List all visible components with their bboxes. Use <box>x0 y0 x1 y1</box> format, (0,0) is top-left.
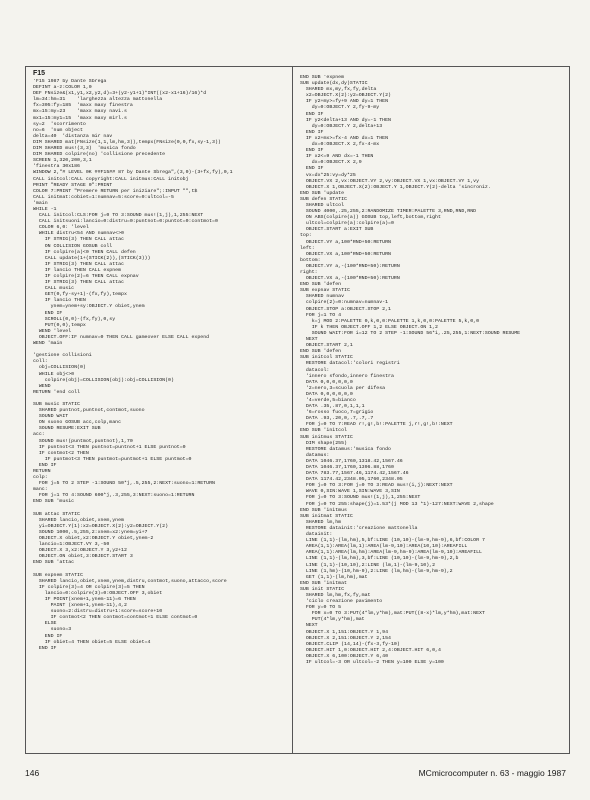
code-line: PRINT "READY STAGE 0":PRINT <box>33 182 113 188</box>
code-line: IF colpire(3)=4 OR colpire(3)=5 THEN <box>33 584 145 590</box>
code-line: SCROLL(0,0)-(fx,fy),0,sy <box>33 316 116 322</box>
code-line: delta=40 'distanza mir nav <box>33 133 113 139</box>
code-line: DATA 783.77,1567.46,1174.42,1567.46 <box>300 471 409 477</box>
code-line: END IF <box>33 645 57 651</box>
code-line: colpire(obj)=COLLISION(obj):obj=COLLISION(0) <box>33 377 174 383</box>
code-line: PAINT (xnem+1,ynem-11),4,2 <box>33 603 127 609</box>
code-line: WINDOW 2,"# LEVEL 0K ##F15## 87 by Dante Sbrega",(3,0)-(3+fx,fy),0,1 <box>33 170 233 176</box>
code-line: CALL initcol:CALL copyright:CALL initmus:CALL initobj <box>33 176 189 182</box>
code-line: DATA 1174.42,2348.05,1760,2348.05 <box>300 477 403 483</box>
publication-credit: MCmicrocomputer n. 63 - maggio 1987 <box>418 768 566 778</box>
code-line: IF STRIG(3) THEN CALL attac <box>33 237 124 243</box>
code-line: DIM SHARED colpire(no) 'collisione precedente <box>33 152 166 158</box>
code-line: right: <box>300 270 318 275</box>
code-line: CALL update(1+(STICK(2)),(STICK(3))) <box>33 255 151 261</box>
code-line: '6=rosso fuoco,7=grigio <box>300 410 374 416</box>
code-line: LINE (1,1)-(lm,hm),5,bf:LINE (10,10)-(lm-9,hm-9),6,bf:COLOR 7 <box>300 538 485 544</box>
code-line: IF STRIG(3) THEN CALL attac <box>33 261 124 267</box>
code-line: SHARED puntnot,puntnot,contmot,suono <box>33 408 145 414</box>
code-line: END IF <box>300 129 324 135</box>
code-line: NEXT <box>300 623 318 629</box>
code-line: OBJECT.X 1,OBJECT.X(2):OBJECT.Y 1,OBJECT.Y(2)-delta 'sincroniz. <box>300 184 491 190</box>
code-line: AREA(1,1):AREA(lm,1):AREA(lm-9,10):AREA(10,10):AREAFILL <box>300 544 468 550</box>
code-line: SOUND RESUME:EXIT SUB <box>33 426 101 432</box>
code-line: datamus: <box>300 452 330 458</box>
code-line: DEFINT a-z:COLOR 1,0 <box>33 85 92 91</box>
code-line: CALL initcol:CLS:FOR j=0 TO 3:SOUND mus!(1,j),1,255:NEXT <box>33 213 204 219</box>
code-line: COLOR 7:PRINT "Premere RETURN per iniziare";:INPUT "",t$ <box>33 188 198 194</box>
code-line: x2=OBJECT.X(2):y2=OBJECT.Y(2) <box>300 93 391 99</box>
code-line: OBJECT.VX a,100*RND+50:RETURN <box>300 251 391 257</box>
code-line: OBJECT.CLIP (14,14)-(fx-3,fy-10) <box>300 641 400 647</box>
code-line: IF colpire(a)<0 THEN CALL defen <box>33 249 136 255</box>
code-line: ON suono GOSUB acc,colp,manc <box>33 420 122 426</box>
code-column-left <box>33 79 287 749</box>
code-line: IF puntnot<3 THEN puntnot=puntnot+1 ELSE puntnot=0 <box>33 444 186 450</box>
code-line: SUB initcol STATIC <box>300 355 353 361</box>
code-line: IF ultcol=-3 OR ultcol=-2 THEN y=100 ELSE y=100 <box>300 660 444 665</box>
code-line: obj=COLLISION(0) <box>33 365 86 371</box>
code-line: SHARED lm,hm <box>300 519 342 525</box>
code-line: 'main <box>33 200 48 206</box>
code-line: '2=nero,3=scuola per difesa <box>300 385 386 391</box>
code-line: acc: <box>33 432 45 438</box>
code-line: SUB music STATIC <box>33 401 80 407</box>
code-line: WHILE distru<54 AND numnav<>0 <box>33 231 124 237</box>
code-line: lm=34:hm=31 'larghezza altezza mattonella <box>33 97 163 103</box>
code-line: SUB expnem STATIC <box>33 572 83 578</box>
code-line: IF y2<delta+13 AND dy=-1 THEN <box>300 117 391 123</box>
code-line: IF contmot<2 THEN <box>33 450 89 456</box>
code-line: dx=0:OBJECT.X 2,9 <box>300 160 362 166</box>
code-line: 'ciclo creazione pavimento <box>300 599 383 605</box>
code-line: AREA(1,1):AREA(lm,hm):AREA(lm-9,hm-9):AREA(lm-9,10):AREAFILL <box>300 550 482 556</box>
code-line: DIM SHARED mat(FNsize(1,1,lm,hm,3)),tempx(FNsize(0,0,fx,sy-1,3)) <box>33 139 221 145</box>
code-line: ON COLLISION GOSUB coll <box>33 243 113 249</box>
code-line: DATA .93,.20,0,.7,.7,.7 <box>300 416 374 422</box>
code-line: IF puntmot<3 THEN puntmot=puntmot+1 ELSE puntmot=0 <box>33 456 192 462</box>
code-line: FOR j=1 TO 4:SOUND 600*j,.3,255,3:NEXT:suono=1:RETURN <box>33 493 195 499</box>
code-line: suono=2:distru=distru+1:score=score+10 <box>33 609 163 615</box>
code-line: SHARED lancio,obiet,xnem,ynem,distru,contmot,suono,attacco,score <box>33 578 227 584</box>
code-line: FOR j=0 TO 255:shape(j)=1.53*(j MOD 13 *1)-127:NEXT:WAVE 2,shape <box>300 501 494 507</box>
code-line: DATA 1046.37,1760,1318.42,1567.46 <box>300 458 403 464</box>
code-line: dy=0:OBJECT.Y 2,fy-9-my <box>300 105 380 111</box>
code-line: dx=0:OBJECT.X 2,fx-4-mx <box>300 142 380 148</box>
code-line: IF lancio THEN CALL expnem <box>33 267 122 273</box>
code-line: SUB defen STATIC <box>300 196 347 202</box>
code-line: DATA 0,0,0,0,0,0 <box>300 379 353 385</box>
code-line: END IF <box>33 310 63 316</box>
code-line: manc: <box>33 487 48 493</box>
code-line: SUB attac STATIC <box>33 511 80 517</box>
code-line: LINE (1,hm)-(10,hm-9),2:LINE (lm,hm)-(lm-9,hm-9),2 <box>300 568 453 574</box>
code-line: SHARED ultcol <box>300 202 345 208</box>
code-line: OBJECT.VX 2,vx:OBJECT.VY 2,vy:OBJECT.VX 1,vx:OBJECT.VY 1,vy <box>300 178 480 184</box>
code-line: FOR y=0 TO 5 <box>300 605 342 611</box>
code-line: SUB initmus STATIC <box>300 434 353 440</box>
code-line: END SUB 'initmus <box>300 507 347 513</box>
code-line: DIM shape(255) <box>300 440 347 446</box>
code-line: RESTORE datacol:'colori registri <box>300 361 400 367</box>
code-line: END SUB 'attac <box>33 560 75 566</box>
code-line: END SUB 'initcol <box>300 428 347 434</box>
code-line: SHARED mx,my,fx,fy,delta <box>300 87 377 93</box>
code-line: datacol: <box>300 367 330 373</box>
code-line: IF x2<=9 AND dx=-1 THEN <box>300 154 374 160</box>
code-line: OBJECT.HIT 1,0:OBJECT.HIT 2,4:OBJECT.HIT 6,0,4 <box>300 647 441 653</box>
code-line: SOUND WAIT <box>33 414 69 420</box>
code-line: ELSE <box>33 621 57 627</box>
code-line: fx=305:fy=185 'maxx maxy finestra <box>33 103 133 109</box>
code-line: IF contmot<2 THEN contmot=contmot+1 ELSE contmot=0 <box>33 615 198 621</box>
code-line: k=j MOD 2:PALETTE 0,k,0,0:PALETTE 1,k,0,0:PALETTE 5,k,0,0 <box>300 318 480 324</box>
code-line: datainit: <box>300 532 333 538</box>
code-line: NEXT <box>300 337 318 343</box>
code-line: OBJECT.X 3,x2:OBJECT.Y 3,y2+12 <box>33 548 127 554</box>
code-line: OBJECT.VY a,-(100*RND+50):RETURN <box>300 263 400 269</box>
code-line: SUB expnav STATIC <box>300 288 350 294</box>
column-divider <box>292 66 293 754</box>
code-line: OBJECT.VX a,-(100*RND+50):RETURN <box>300 276 400 282</box>
code-line: IF obiet=4 THEN obiet=5 ELSE obiet=4 <box>33 639 151 645</box>
code-line: colp: <box>33 475 48 481</box>
code-line: OBJECT.ON obiet,3:OBJECT.START 3 <box>33 554 133 560</box>
code-line: END SUB 'defen <box>300 349 342 355</box>
code-line: suono=3 <box>33 627 72 633</box>
code-line: SUB update(dx,dy)STATIC <box>300 81 368 87</box>
page-number: 146 <box>25 768 40 778</box>
code-line: mx=15:my=23 'maxx maxy navi.s <box>33 109 127 115</box>
code-line: DATA 0,0,0,0,0,0 <box>300 391 353 397</box>
code-line: vx=dx*25:vy=dy*25 <box>300 172 356 178</box>
code-line: SOUND 4000,.25,255,2:RANDOMIZE TIMER:PALETTE 3,RND,RND,RND <box>300 209 477 215</box>
code-line: SHARED numnav <box>300 294 345 300</box>
code-line: SUB initmat STATIC <box>300 513 353 519</box>
code-line: END SUB 'music <box>33 499 75 505</box>
code-line: CALL music <box>33 286 75 292</box>
code-line: 'F15 1987 by Dante Sbrega <box>33 79 107 84</box>
code-line: bottom: <box>300 257 321 263</box>
code-line: WEND 'main <box>33 341 63 347</box>
code-line: FOR j=0 TO 7:READ r!,g!,b!:PALETTE j,r!,g!,b!:NEXT <box>300 422 453 428</box>
code-line: PUT(4*lm,y*hm),mat <box>300 617 365 623</box>
code-line: LINE (1,1)-(lm,hm),3,bf:LINE (10,10)-(lm-9,hm-9),2,b <box>300 556 459 562</box>
code-line: IF POINT(xnem+1,ynem-11)=6 THEN <box>33 596 136 602</box>
code-line: END SUB 'defen <box>300 282 342 288</box>
code-line: '4=verde,5=bianco <box>300 397 356 403</box>
code-line: SOUND WAIT:FOR i=12 TO 2 STEP -1:SOUND 56*i,.25,255,1:NEXT:SOUND RESUME <box>300 330 521 336</box>
code-line: COLOR 6,0: 'level <box>33 225 89 231</box>
code-line: OBJECT.X 2,151:OBJECT.Y 2,154 <box>300 635 391 641</box>
code-line: CALL initmat:cobiet=1:numnav=5:score=0:ultcol=-5 <box>33 194 174 200</box>
code-line: 'gestione collisioni <box>33 353 92 359</box>
code-line: END SUB 'expnem <box>300 75 345 80</box>
code-line: END IF <box>33 633 63 639</box>
code-line: IF y2+my>=fy+9 AND dy=1 THEN <box>300 99 389 105</box>
code-line: WHILE -1 <box>33 206 57 212</box>
code-line: no=6 'num object <box>33 127 83 133</box>
code-line: IF lancio THEN <box>33 298 86 304</box>
code-line: RETURN 'end coll <box>33 389 80 395</box>
code-line: IF colpire(2)=6 THEN CALL expnav <box>33 274 139 279</box>
code-line: WAVE 0,SIN:WAVE 1,SIN:WAVE 3,SIN <box>300 489 400 495</box>
code-line: SHARED lm,hm,fx,fy,mat <box>300 592 371 598</box>
code-line: yi=OBJECT.Y(1):x2=OBJECT.X(2):y2=OBJECT.Y(2) <box>33 523 169 529</box>
code-line: END SUB 'update <box>300 190 345 196</box>
code-line: 'innero sfondo,innero finestra <box>300 373 394 379</box>
code-line: WEND 'level <box>33 328 72 334</box>
code-line: OBJECT.OFF:IF numnav=0 THEN CALL gameover ELSE CALL expend <box>33 334 210 340</box>
code-line: DATA .35,.87,0,1,1,1 <box>300 404 365 410</box>
code-line: PUT(0,0),tempx <box>33 322 86 328</box>
code-line: FOR x=0 TO 3:PUT(4*lm,y*hm),mat:PUT((8-x)*lm,y*hm),mat:NEXT <box>300 611 485 617</box>
code-line: WHILE obj<>0 <box>33 371 75 377</box>
code-line: END IF <box>300 111 324 117</box>
code-line: OBJECT.STOP a:OBJECT.STOP 2,1 <box>300 306 391 312</box>
listing-title: F15 <box>33 70 46 77</box>
code-line: ultcol=colpire(a):colpire(a)=0 <box>300 221 394 227</box>
code-line: 'finestra 30x186 <box>33 164 80 170</box>
code-line: END IF <box>300 166 324 172</box>
code-line: END IF <box>33 462 57 468</box>
code-line: OBJECT.START a:EXIT SUB <box>300 227 374 233</box>
code-line: FOR j=5 TO 2 STEP -1:SOUND 50*j,.5,255,2:NEXT:suono=1:RETURN <box>33 481 215 487</box>
code-line: RESTORE datamus:'musica fondo <box>300 446 391 452</box>
code-line: IF x2+mx>=fx-4 AND dx=1 THEN <box>300 135 389 141</box>
code-line: GET(0,fy-sy+1)-(fx,fy),tempx <box>33 292 127 298</box>
code-line: ON ABS(colpire(a)) GOSUB top,left,bottom,right <box>300 215 441 221</box>
code-line: FOR j=0 TO 3:FOR j=0 TO 3:READ mus!(i,j):NEXT:NEXT <box>300 483 453 489</box>
code-line: OBJECT.START 2,1 <box>300 343 353 349</box>
code-line: RETURN <box>33 469 51 474</box>
code-line: OBJECT.VY a,100*RND+50:RETURN <box>300 239 391 245</box>
code-line: FOR j=0 TO 3:SOUND mus!(1,j),1,255:NEXT <box>300 495 421 501</box>
code-line: lancio=1:OBJECT.VY 3,-50 <box>33 542 110 548</box>
code-line: IF STRIG(3) THEN CALL attac <box>33 280 124 286</box>
code-line: OBJECT.X 1,151:OBJECT.Y 1,94 <box>300 629 389 635</box>
code-line: left: <box>300 245 315 251</box>
code-line: dy=0:OBJECT.Y 2,delta+13 <box>300 123 383 129</box>
code-line: SHARED lancio,obiet,xnem,ynem <box>33 517 124 523</box>
code-line: DIM SHARED mus!(3,3) 'musica fondo <box>33 146 136 152</box>
code-line: LINE (1,1)-(10,10),2:LINE (lm,1)-(lm-9,10),2 <box>300 562 436 568</box>
code-line: WEND <box>33 383 51 389</box>
code-line: SOUND 1000,.5,255,2:xnem=x2:ynem=yi+7 <box>33 529 148 535</box>
code-line: lancio=0:colpire(3)=0:OBJECT.OFF 3,obiet <box>33 590 163 596</box>
code-line: RESTORE datainit:'creazione mattonella <box>300 525 418 531</box>
code-line: DATA 1046.37,1760,1396.88,1760 <box>300 465 394 470</box>
code-line: mx1=15:my1=15 'maxx maxy mirl.s <box>33 115 127 121</box>
code-line: ynem=ynem+sy:OBJECT.Y obiet,ynem <box>33 304 145 310</box>
code-line: SCREEN 1,320,200,3,1 <box>33 158 92 164</box>
code-line: END SUB 'initmat <box>300 580 347 586</box>
code-line: FOR j=1 TO 4 <box>300 312 342 318</box>
code-line: SOUND mus!(puntmot,puntnot),1,70 <box>33 438 133 444</box>
code-line: SUB init STATIC <box>300 586 345 592</box>
code-line: IF k THEN OBJECT.OFF 1,2 ELSE OBJECT.ON 1,2 <box>300 324 438 330</box>
code-line: colpire(2)=0:numnav=numnav-1 <box>300 300 389 306</box>
code-line: sy=2 'scorrimento <box>33 121 86 127</box>
code-line: OBJECT.X obiet,x2:OBJECT.Y obiet,ynem-2 <box>33 536 154 542</box>
code-line: coll: <box>33 359 48 365</box>
code-line: CALL initsuoni:lancio=0:distru=0:puntnot=0:puntot=0:contmot=0 <box>33 219 218 225</box>
code-line: DEF FNsize&(x1,y1,x2,y2,d)=3+(y2-y1+1)*INT((x2-x1+16)/16)*d <box>33 91 207 97</box>
code-column-right <box>300 75 554 749</box>
code-line: OBJECT.X 6,100:OBJECT.Y 6,40 <box>300 653 389 659</box>
code-line: GET (1,1)-(lm,hm),mat <box>300 574 368 580</box>
code-line: top: <box>300 233 312 239</box>
code-line: END IF <box>300 148 324 154</box>
